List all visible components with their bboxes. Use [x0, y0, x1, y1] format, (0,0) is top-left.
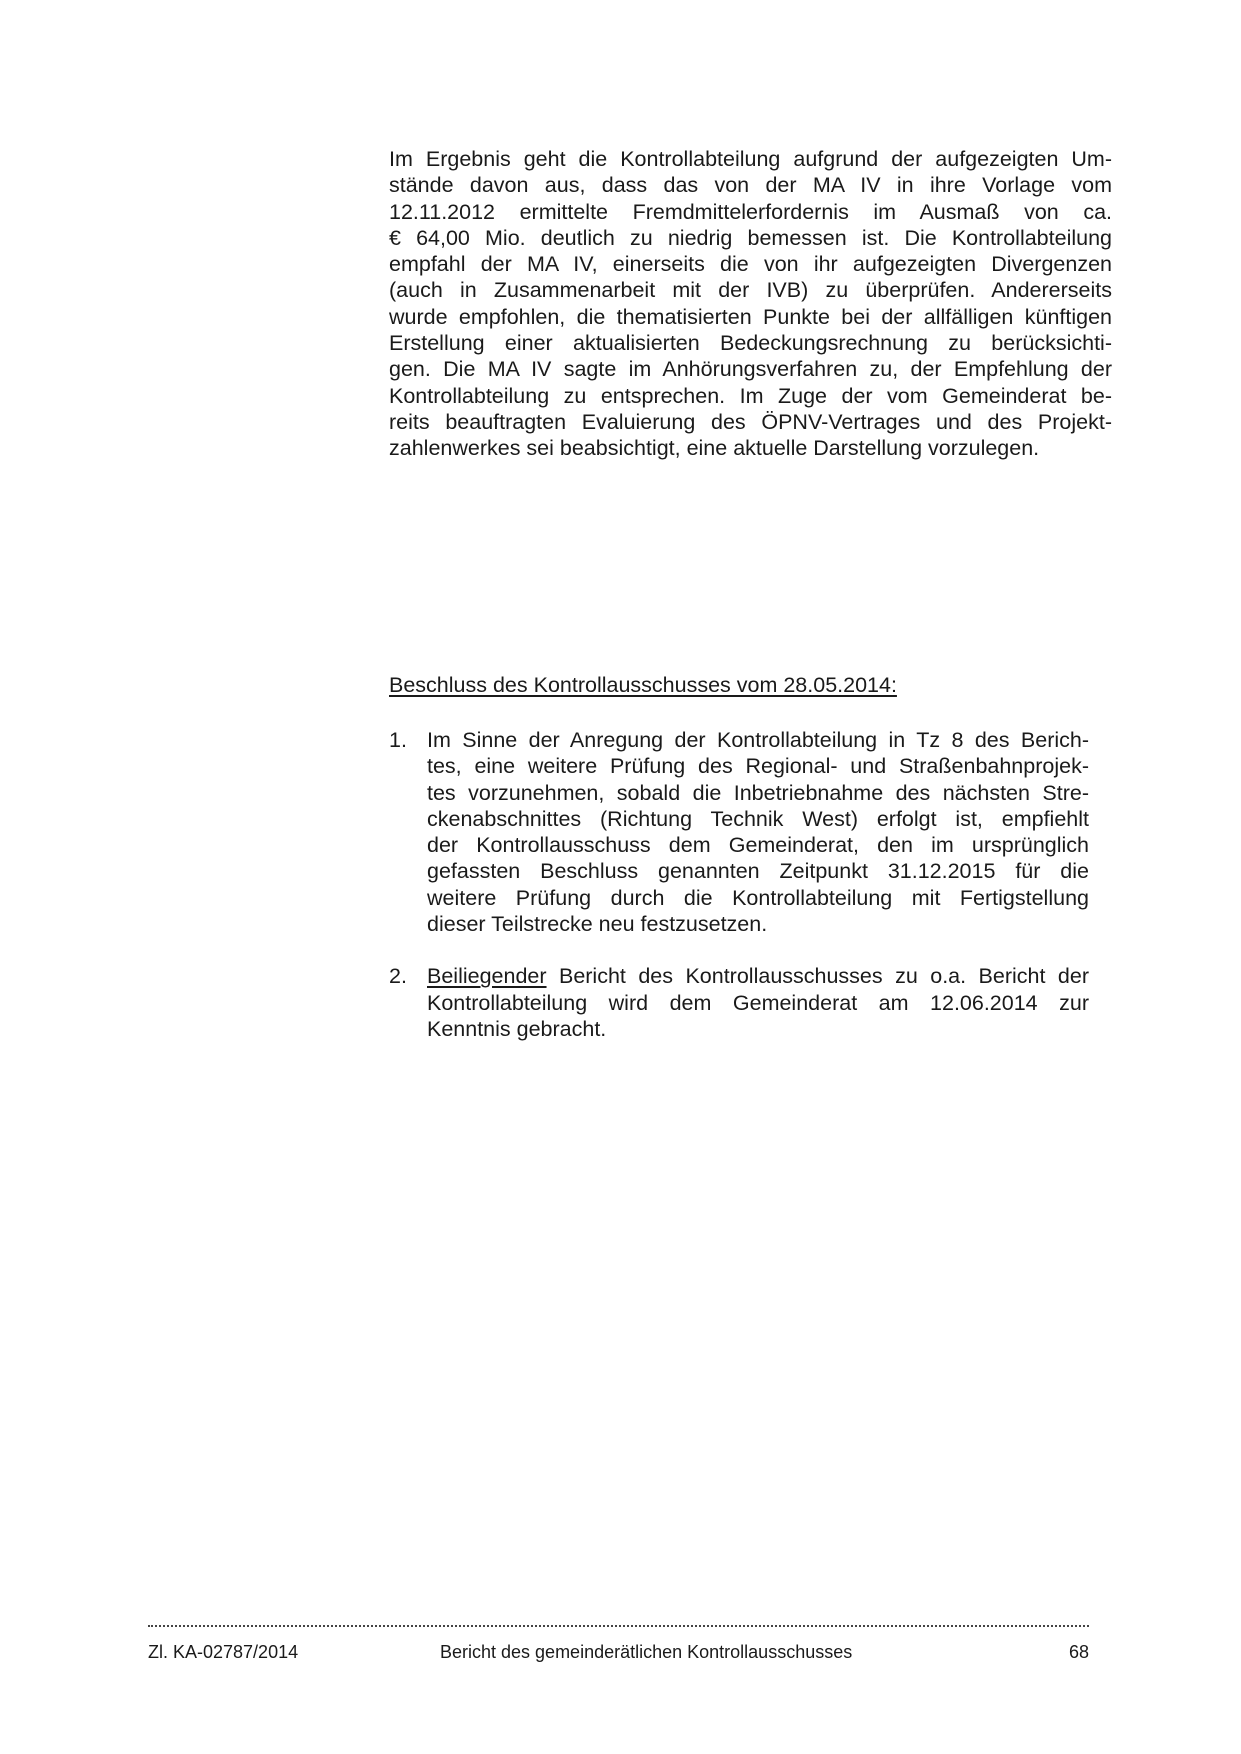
paragraph-line: (auch in Zusammenarbeit mit der IVB) zu überprüfen. Andererseits: [389, 278, 1112, 303]
list-item: [389, 727, 1089, 937]
list-item-line: der Kontrollausschuss dem Gemeinderat, den im ursprünglich: [427, 833, 1089, 858]
paragraph-line: zahlenwerkes sei beabsichtigt, eine aktuelle Darstellung vorzulegen.: [389, 436, 1040, 461]
paragraph-line: empfahl der MA IV, einerseits die von ihr aufgezeigten Divergenzen: [389, 252, 1112, 277]
list-number: 1.: [389, 728, 407, 752]
footer-title: Bericht des gemeinderätlichen Kontrollausschusses: [440, 1642, 853, 1662]
paragraph-line: gen. Die MA IV sagte im Anhörungsverfahren zu, der Empfehlung der: [389, 357, 1112, 382]
main-paragraph: [389, 146, 1112, 462]
paragraph-line: stände davon aus, dass das von der MA IV in ihre Vorlage vom: [389, 173, 1112, 198]
footer-reference: Zl. KA-02787/2014: [148, 1642, 299, 1662]
footer-dotted-rule: [148, 1625, 1089, 1627]
list-item-line: weitere Prüfung durch die Kontrollabteilung mit Fertigstellung: [427, 885, 1089, 910]
list-item-line: tes, eine weitere Prüfung des Regional- und Straßenbahnprojek-: [427, 754, 1089, 779]
list-item-line: Kenntnis gebracht.: [427, 1016, 607, 1041]
underlined-word: Beiliegender: [427, 964, 547, 989]
list-item-line: gefassten Beschluss genannten Zeitpunkt 31.12.2015 für die: [427, 859, 1089, 884]
paragraph-line: Erstellung einer aktualisierten Bedeckungsrechnung zu berücksichti-: [389, 331, 1112, 356]
list-item-line: ckenabschnittes (Richtung Technik West) erfolgt ist, empfiehlt: [427, 806, 1089, 831]
list-item-text: [427, 963, 1089, 1042]
list-item-text: [427, 727, 1089, 937]
paragraph-line: reits beauftragten Evaluierung des ÖPNV-Vertrages und des Projekt-: [389, 409, 1112, 434]
list-item-line: Im Sinne der Anregung der Kontrollabteilung in Tz 8 des Berich-: [427, 728, 1089, 752]
paragraph-line: Kontrollabteilung zu entsprechen. Im Zuge der vom Gemeinderat be-: [389, 383, 1112, 408]
paragraph-line: € 64,00 Mio. deutlich zu niedrig bemessen ist. Die Kontrollabteilung: [389, 225, 1112, 250]
paragraph-line: wurde empfohlen, die thematisierten Punkte bei der allfälligen künftigen: [389, 304, 1112, 329]
list-item: [389, 963, 1089, 1042]
list-item-line-rest: Bericht des Kontrollausschusses zu o.a. Bericht der: [546, 964, 1089, 989]
list-item-line: tes vorzunehmen, sobald die Inbetriebnahme des nächsten Stre-: [427, 780, 1089, 805]
list-item-line: dieser Teilstrecke neu festzusetzen.: [427, 912, 768, 937]
resolution-list: [389, 727, 1089, 1068]
page-footer: [148, 1641, 1089, 1665]
resolution-heading: Beschluss des Kontrollausschusses vom 28.05.2014:: [389, 673, 897, 697]
list-item-line: [427, 963, 1089, 989]
paragraph-line: Im Ergebnis geht die Kontrollabteilung aufgrund der aufgezeigten Um-: [389, 147, 1112, 171]
paragraph-line: 12.11.2012 ermittelte Fremdmittelerfordernis im Ausmaß von ca.: [389, 199, 1112, 224]
list-item-line: Kontrollabteilung wird dem Gemeinderat am 12.06.2014 zur: [427, 990, 1089, 1015]
footer-page-number: 68: [1068, 1642, 1089, 1662]
list-number: 2.: [389, 964, 407, 989]
